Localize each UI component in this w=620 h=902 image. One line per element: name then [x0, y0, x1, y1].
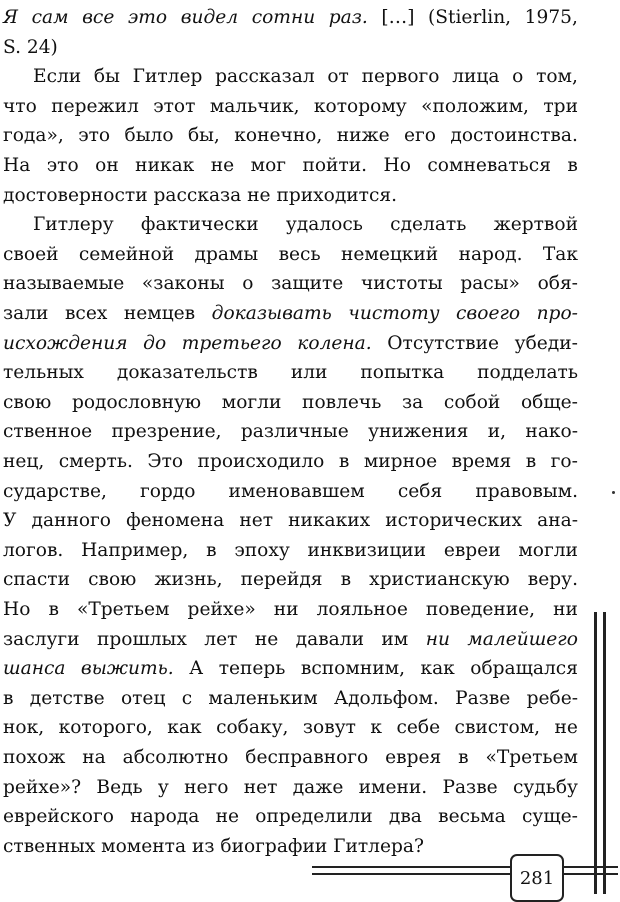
- word: в: [458, 747, 469, 768]
- word: подделать: [477, 362, 578, 384]
- word: родословную: [71, 391, 202, 413]
- word: Если: [33, 66, 82, 88]
- word: пережил: [51, 95, 139, 117]
- footer-rule-right-top: [563, 866, 618, 868]
- word: о: [512, 66, 524, 88]
- word: своей: [3, 243, 59, 265]
- word: обя-: [537, 273, 578, 295]
- word: инквизиции: [307, 539, 427, 561]
- word: в: [340, 569, 352, 591]
- word: про-: [536, 303, 578, 324]
- word: лет: [204, 628, 238, 650]
- word: обращался: [470, 658, 578, 680]
- word: Гитлер: [132, 66, 203, 88]
- word: ана-: [537, 510, 578, 532]
- word: ни: [273, 599, 299, 620]
- word: три: [543, 95, 578, 117]
- word: «Третьем: [485, 747, 578, 768]
- word: третьего: [181, 332, 282, 354]
- word: Так: [542, 243, 578, 265]
- word: не: [554, 717, 578, 739]
- text-span: ственных момента из биографии Гитлера?: [3, 835, 424, 857]
- word: свистом,: [454, 717, 541, 739]
- word: первого: [361, 66, 440, 88]
- word: семейной: [78, 243, 175, 265]
- word: народа: [130, 806, 200, 828]
- word: отец: [120, 687, 166, 709]
- word: нако-: [525, 421, 578, 443]
- word: христианскую: [369, 569, 510, 591]
- word: собаку,: [216, 717, 289, 739]
- word: зовут: [302, 717, 356, 739]
- word: весь: [278, 243, 321, 265]
- word: фактически: [140, 214, 259, 236]
- word: время: [451, 451, 512, 472]
- word: это: [46, 155, 79, 176]
- word: перейдя: [240, 569, 323, 591]
- word: исхождения: [3, 332, 128, 354]
- word: тельных: [3, 362, 84, 384]
- word: немецкий: [340, 243, 439, 265]
- word: эпоху: [234, 539, 290, 561]
- word: теперь: [218, 658, 286, 680]
- footer-rule-right-bottom: [563, 873, 618, 875]
- word: судьбу: [512, 776, 578, 798]
- word: могли: [518, 539, 578, 561]
- word: рейхе»: [187, 599, 256, 620]
- word: он: [95, 155, 119, 176]
- word: евреи: [443, 539, 501, 561]
- word: раз.: [328, 7, 368, 28]
- word: два: [388, 806, 422, 828]
- word: видел: [180, 7, 239, 28]
- word: как: [167, 717, 202, 739]
- word: Это: [147, 451, 184, 472]
- word: это: [78, 125, 111, 147]
- word: года»,: [3, 125, 64, 147]
- word: Я: [3, 7, 19, 28]
- word: исторических: [385, 510, 523, 532]
- word: сделать: [390, 214, 467, 236]
- word: заслуги: [3, 628, 80, 650]
- word: которому: [313, 95, 407, 117]
- word: логов.: [3, 539, 64, 561]
- word: данного: [31, 510, 111, 532]
- word: ниже: [336, 125, 390, 147]
- word: Например,: [81, 539, 189, 561]
- word: детстве: [29, 687, 105, 709]
- word: всех: [64, 303, 108, 324]
- word: собой: [443, 391, 501, 413]
- word: в: [525, 451, 537, 472]
- word: шанса: [3, 658, 66, 680]
- word: том,: [536, 66, 578, 88]
- word: зали: [3, 303, 49, 324]
- word: унижения: [368, 421, 469, 443]
- word: чистоту: [348, 303, 440, 324]
- word: себя: [397, 480, 443, 502]
- word: колена.: [297, 332, 372, 354]
- word: сударстве,: [3, 480, 107, 502]
- word: Отсутствие: [387, 332, 500, 354]
- word: это: [127, 7, 168, 28]
- word: убеди-: [514, 332, 578, 354]
- word: ребе-: [526, 687, 578, 709]
- word: своего: [456, 303, 521, 324]
- margin-rule-right: [603, 612, 606, 894]
- word: Гитлеру: [33, 214, 114, 236]
- word: нет: [243, 776, 278, 798]
- word: драмы: [194, 243, 259, 265]
- word: защите: [271, 273, 344, 295]
- word: правовым.: [475, 480, 578, 502]
- word: Адольфом.: [334, 687, 439, 709]
- word: суще-: [521, 806, 578, 828]
- word: гордо: [139, 480, 196, 502]
- word: бы: [93, 66, 120, 88]
- word: повлечь: [302, 391, 382, 413]
- word: до: [143, 332, 167, 354]
- word: обще-: [520, 391, 578, 413]
- page-number-label: 281: [519, 867, 555, 889]
- text-span: S. 24): [3, 36, 58, 58]
- word: удалось: [285, 214, 363, 236]
- word: бесправного: [245, 747, 369, 768]
- word: этот: [153, 95, 196, 117]
- word: никак: [135, 155, 195, 176]
- word: «законы: [141, 273, 225, 295]
- word: «Третьем: [76, 599, 170, 620]
- word: (Stierlin,: [428, 7, 512, 28]
- word: сам: [31, 7, 69, 28]
- word: мирное: [363, 451, 438, 472]
- word: в: [48, 599, 59, 620]
- word: к: [370, 717, 382, 739]
- word: свою: [3, 391, 52, 413]
- word: нец,: [3, 451, 45, 472]
- word: не: [215, 806, 239, 828]
- word: жертвой: [493, 214, 578, 236]
- word: сотни: [251, 7, 316, 28]
- word: феномена: [126, 510, 225, 532]
- word: могли: [221, 391, 282, 413]
- word: за: [402, 391, 424, 413]
- word: го-: [550, 451, 578, 472]
- word: абсолютно: [122, 747, 229, 768]
- word: пойти.: [302, 155, 368, 176]
- word: нет: [239, 510, 273, 532]
- word: в: [567, 155, 578, 176]
- word: в: [3, 687, 14, 709]
- word: малейшего: [467, 628, 578, 650]
- word: бы,: [187, 125, 220, 147]
- word: презрение,: [111, 421, 222, 443]
- word: А: [189, 658, 204, 680]
- page-number: [510, 854, 564, 902]
- word: поведение,: [425, 599, 536, 620]
- word: 1975,: [524, 7, 578, 28]
- word: еврейского: [3, 806, 114, 828]
- word: в: [206, 539, 217, 561]
- word: не: [254, 628, 279, 650]
- word: доказывать: [211, 303, 332, 324]
- word: Но: [383, 155, 411, 176]
- word: ни: [425, 628, 450, 650]
- word: все: [82, 7, 115, 28]
- word: […]: [381, 7, 415, 28]
- word: с: [181, 687, 193, 709]
- ink-speck: [612, 491, 615, 494]
- word: что: [3, 95, 37, 117]
- word: нок,: [3, 717, 45, 739]
- word: расы»: [460, 273, 520, 295]
- word: рассказал: [215, 66, 315, 88]
- word: смерть.: [58, 451, 133, 472]
- word: происходило: [197, 451, 325, 472]
- word: На: [3, 155, 31, 176]
- word: себе: [396, 717, 441, 739]
- word: Но: [3, 599, 31, 620]
- word: весьма: [438, 806, 506, 828]
- word: или: [290, 362, 328, 384]
- word: выжить.: [80, 658, 174, 680]
- word: Разве: [442, 776, 498, 798]
- word: похож: [3, 747, 66, 768]
- word: доказательств: [116, 362, 258, 384]
- word: и,: [487, 421, 507, 443]
- word: лояльное: [316, 599, 408, 620]
- word: рейхе»?: [3, 776, 82, 798]
- word: называемые: [3, 273, 125, 295]
- word: от: [327, 66, 349, 88]
- word: ни: [553, 599, 578, 620]
- word: его: [404, 125, 436, 147]
- word: достоинства.: [450, 125, 578, 147]
- word: Разве: [455, 687, 511, 709]
- word: народ.: [458, 243, 523, 265]
- word: ственное: [3, 421, 93, 443]
- word: маленьким: [208, 687, 318, 709]
- word: в: [338, 451, 350, 472]
- word: лица: [452, 66, 500, 88]
- word: мог: [250, 155, 287, 176]
- word: о: [242, 273, 254, 295]
- word: как: [420, 658, 455, 680]
- word: «положим,: [421, 95, 529, 117]
- word: прошлых: [96, 628, 187, 650]
- footer-rule-bottom: [312, 873, 510, 875]
- word: спасти: [3, 569, 70, 591]
- word: которого,: [58, 717, 153, 739]
- word: еврея: [385, 747, 442, 768]
- word: попытка: [360, 362, 445, 384]
- word: сомневаться: [427, 155, 551, 176]
- word: жизнь,: [154, 569, 223, 591]
- word: им: [381, 628, 409, 650]
- word: конечно,: [234, 125, 323, 147]
- word: не: [210, 155, 235, 176]
- word: мальчик,: [209, 95, 300, 117]
- word: вспомним,: [300, 658, 405, 680]
- word: чистоты: [360, 273, 443, 295]
- word: у: [157, 776, 169, 798]
- word: давали: [295, 628, 364, 650]
- margin-rule-left: [594, 612, 597, 894]
- word: различные: [240, 421, 349, 443]
- word: именовавшем: [228, 480, 365, 502]
- word: определили: [255, 806, 373, 828]
- word: свою: [88, 569, 137, 591]
- text-span: достоверности рассказа не приходится.: [3, 184, 398, 206]
- word: на: [82, 747, 106, 768]
- word: У: [3, 510, 17, 532]
- word: немцев: [123, 303, 196, 324]
- word: имени.: [358, 776, 428, 798]
- text-line: [3, 830, 578, 864]
- word: него: [184, 776, 229, 798]
- word: Ведь: [96, 776, 143, 798]
- word: было: [124, 125, 174, 147]
- word: никаких: [288, 510, 371, 532]
- word: даже: [292, 776, 344, 798]
- footer-rule-top: [312, 866, 510, 868]
- word: веру.: [527, 569, 578, 591]
